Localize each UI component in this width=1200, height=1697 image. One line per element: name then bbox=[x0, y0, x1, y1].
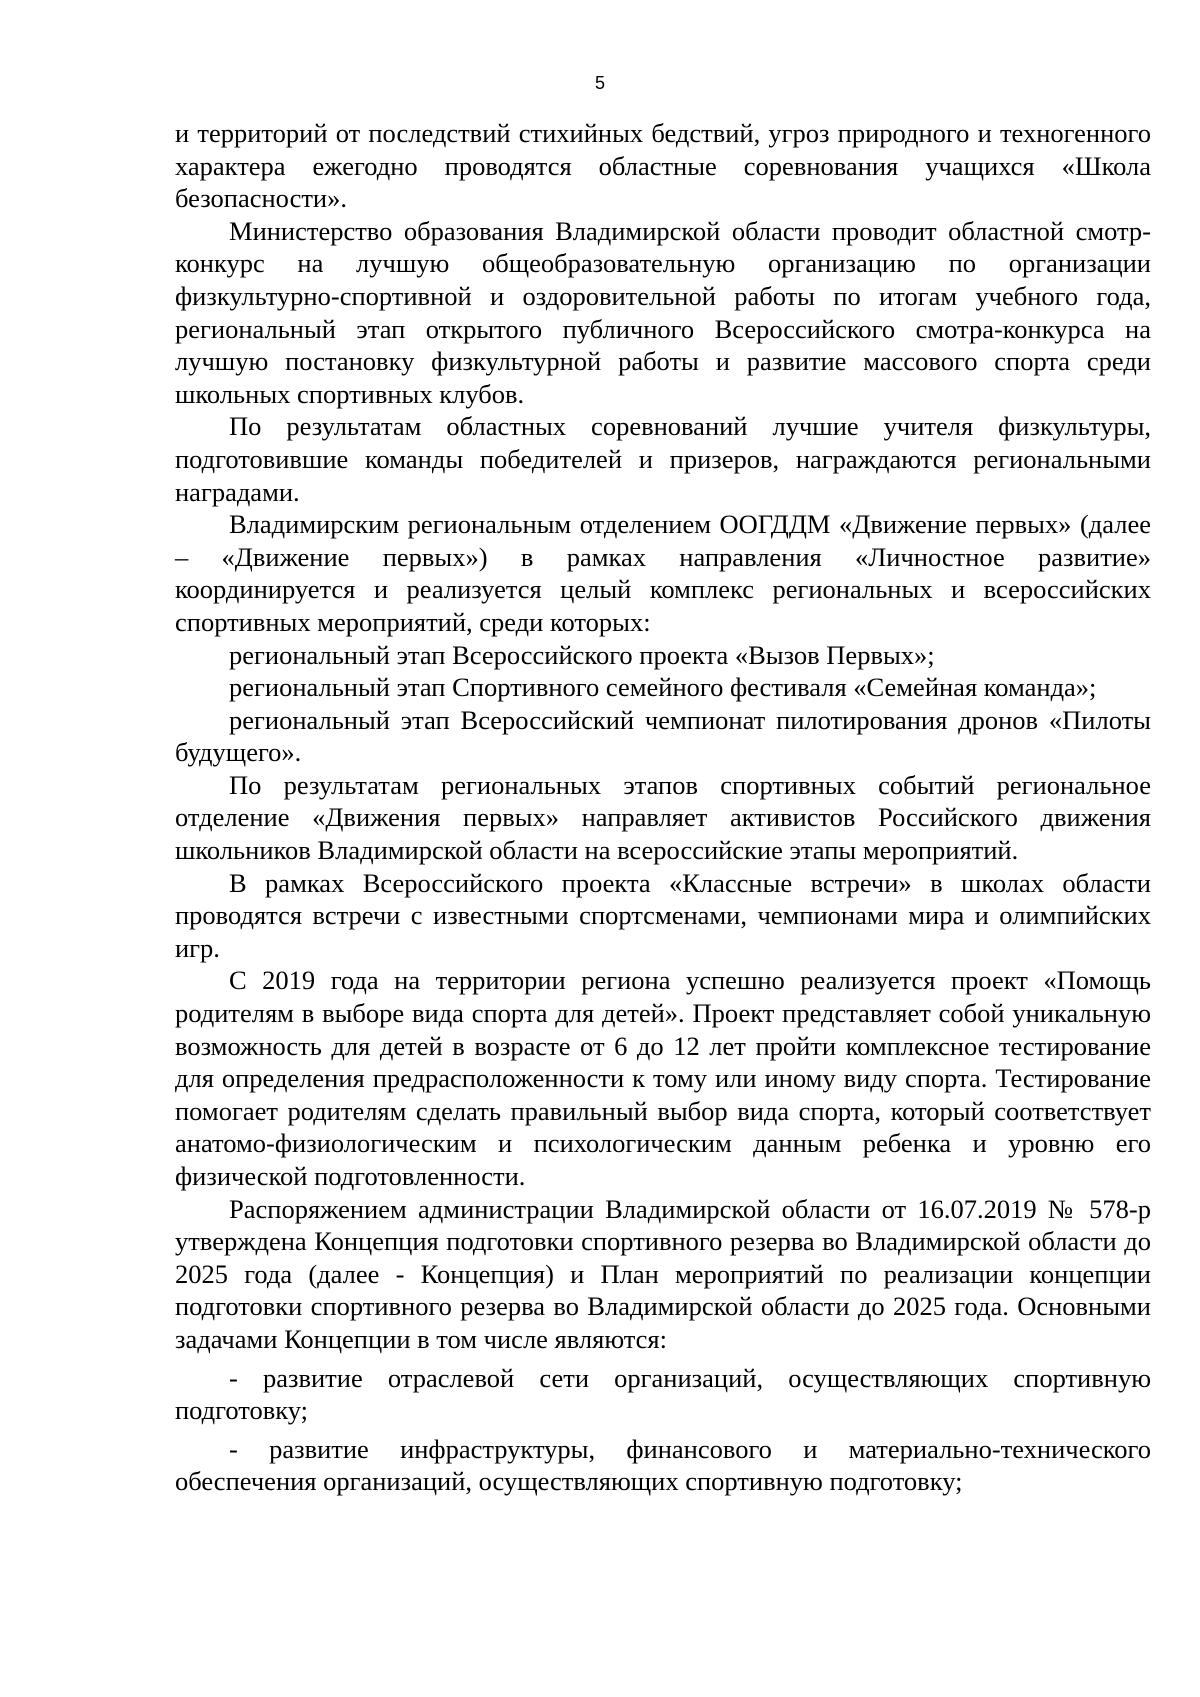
paragraph: В рамках Всероссийского проекта «Классные встречи» в школах области проводятся встречи с известными спортсменами, чемпионами мира и олимпийских игр. bbox=[175, 867, 1151, 963]
paragraph: Владимирским региональным отделением ООГДДМ «Движение первых» (далее – «Движение первых») в рамках направления «Личностное развитие» координируется и реализуется целый комплекс региональных и всероссийских спортивных мероприятий, среди которых: bbox=[175, 509, 1151, 637]
paragraph: С 2019 года на территории региона успешно реализуется проект «Помощь родителям в выборе вида спорта для детей». Проект представляет собой уникальную возможность для детей в возрасте от 6 до 12 лет пройти комплексное тестирование для определения предрасположенности к тому или иному виду спорта. Тестирование помогает родителям сделать правильный выбор вида спорта, который соответствует анатомо-физиологическим и психологическим данным ребенка и уровню его физической подготовленности. bbox=[175, 965, 1151, 1191]
paragraph: По результатам региональных этапов спортивных событий региональное отделение «Движения первых» направляет активистов Российского движения школьников Владимирской области на всероссийские этапы мероприятий. bbox=[175, 769, 1151, 866]
document-body bbox=[175, 117, 1151, 1498]
page-number: 5 bbox=[594, 73, 605, 93]
list-item: региональный этап Всероссийский чемпионат пилотирования дронов «Пилоты будущего». bbox=[175, 704, 1151, 768]
list-item: региональный этап Спортивного семейного фестиваля «Семейная команда»; bbox=[229, 672, 1097, 703]
paragraph: Распоряжением администрации Владимирской области от 16.07.2019 № 578-р утверждена Концепция подготовки спортивного резерва во Владимирской области до 2025 года (далее - Концепция) и План мероприятий по реализации концепции подготовки спортивного резерва во Владимирской области до 2025 года. Основными задачами Концепции в том числе являются: bbox=[175, 1193, 1151, 1354]
list-item: - развитие отраслевой сети организаций, осуществляющих спортивную подготовку; bbox=[175, 1362, 1151, 1426]
paragraph: и территорий от последствий стихийных бедствий, угроз природного и техногенного характера ежегодно проводятся областные соревнования учащихся «Школа безопасности». bbox=[175, 118, 1151, 214]
list-item: региональный этап Всероссийского проекта «Вызов Первых»; bbox=[229, 639, 935, 670]
paragraph: Министерство образования Владимирской области проводит областной смотр-конкурс на лучшую общеобразовательную организацию по организации физкультурно-спортивной и оздоровительной работы по итогам учебного года, региональный этап открытого публичного Всероссийского смотра-конкурса на лучшую постановку физкультурной работы и развитие массового спорта среди школьных спортивных клубов. bbox=[175, 215, 1151, 409]
paragraph: По результатам областных соревнований лучшие учителя физкультуры, подготовившие команды победителей и призеров, награждаются региональными наградами. bbox=[175, 411, 1151, 507]
list-item: - развитие инфраструктуры, финансового и материально-технического обеспечения организаций, осуществляющих спортивную подготовку; bbox=[175, 1433, 1151, 1497]
